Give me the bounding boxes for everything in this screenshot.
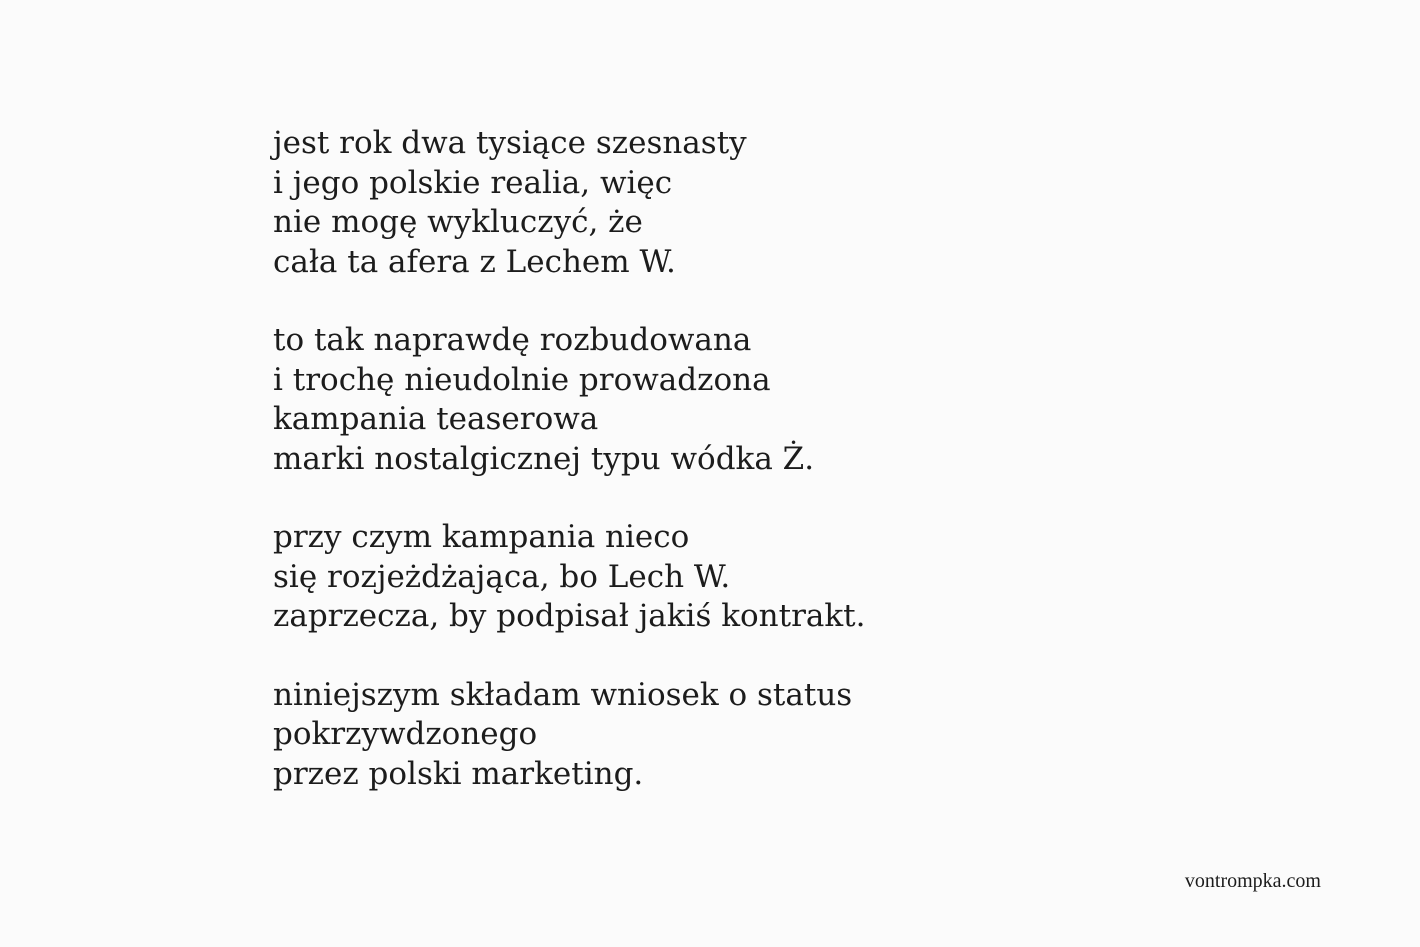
poem-line: nie mogę wykluczyć, że (273, 204, 643, 240)
poem-line: kampania teaserowa (273, 401, 599, 437)
poem-line: to tak naprawdę rozbudowana (273, 322, 752, 358)
poem-line: i trochę nieudolnie prowadzona (273, 361, 771, 398)
poem-line: niniejszym składam wniosek o status (273, 676, 853, 713)
poem-line: przy czym kampania nieco (273, 519, 690, 555)
poem-line: zaprzecza, by podpisał jakiś kontrakt. (273, 598, 866, 634)
site-credit: vontrompka.com (1184, 870, 1321, 892)
poem-line: cała ta afera z Lechem W. (273, 243, 676, 280)
stanza-3 (273, 518, 1173, 637)
stanza-1 (273, 124, 1173, 282)
poem-line: pokrzywdzonego (273, 716, 538, 752)
stanza-4 (273, 676, 1173, 795)
stanza-2 (273, 321, 1173, 479)
poem-line: się rozjeżdżająca, bo Lech W. (273, 558, 731, 595)
poem (273, 124, 1173, 833)
poem-line: przez polski marketing. (273, 755, 644, 792)
poem-line: i jego polskie realia, więc (273, 164, 673, 201)
poem-line: marki nostalgicznej typu wódka Ż. (273, 440, 815, 477)
poem-line: jest rok dwa tysiące szesnasty (273, 125, 747, 161)
